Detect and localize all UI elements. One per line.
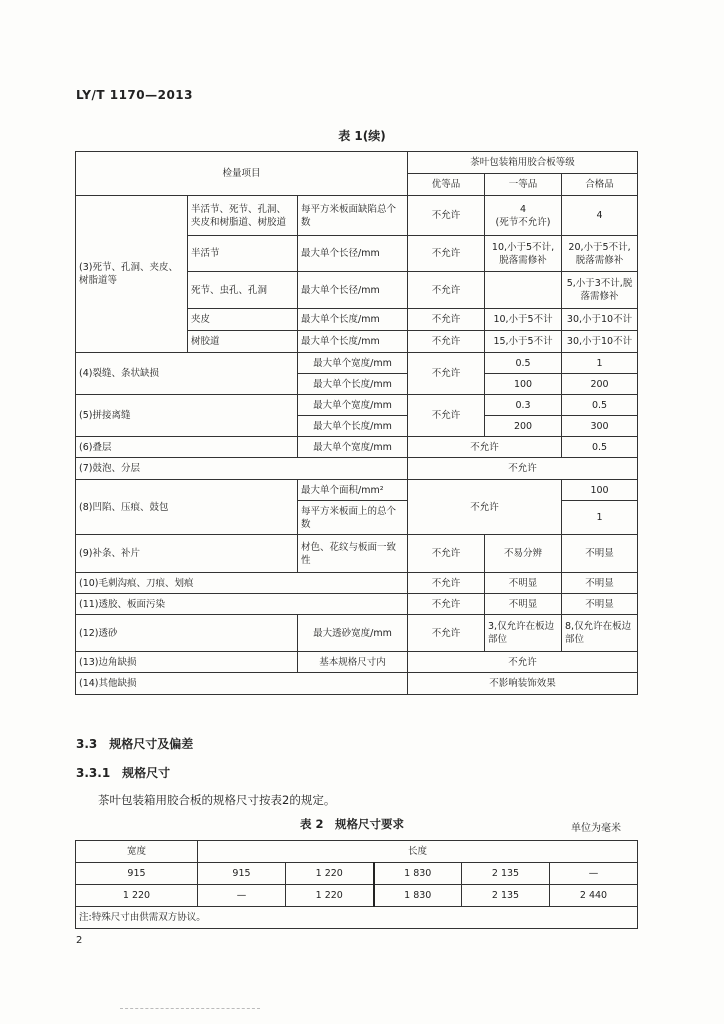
table2-cell: 2 440	[550, 885, 638, 907]
row5-grade2-a: 0.3	[485, 395, 562, 416]
header-grade-group: 茶叶包装箱用胶合板等级	[408, 152, 638, 174]
row4-grade3-b: 200	[562, 374, 638, 395]
row11-grade3: 不明显	[562, 594, 638, 615]
row9-measure: 材色、花纹与板面一致性	[298, 535, 408, 573]
standard-code: LY/T 1170—2013	[76, 88, 194, 102]
row11-grade2: 不明显	[485, 594, 562, 615]
row12-grade3: 8,仅允许在板边部位	[562, 615, 638, 652]
row6-grade12: 不允许	[408, 437, 562, 458]
row3-sub4-measure: 最大单个长度/mm	[298, 309, 408, 331]
table2-cell: —	[198, 885, 286, 907]
table2-cell: 2 135	[462, 885, 550, 907]
row8-grade3-b: 1	[562, 501, 638, 535]
row3-sub3-grade1: 不允许	[408, 272, 485, 309]
row3-sub4-name: 夹皮	[188, 309, 298, 331]
row11-grade1: 不允许	[408, 594, 485, 615]
row3-sub1-grade3: 4	[562, 196, 638, 236]
row3-sub5-grade1: 不允许	[408, 331, 485, 353]
row5-label: (5)拼接离缝	[76, 395, 298, 437]
row3-sub4-grade2: 10,小于5不计	[485, 309, 562, 331]
row5-grade3-a: 0.5	[562, 395, 638, 416]
row9-grade3: 不明显	[562, 535, 638, 573]
table1-caption: 表 1(续)	[338, 129, 386, 143]
row4-label: (4)裂缝、条状缺损	[76, 353, 298, 395]
header-grade-3: 合格品	[562, 174, 638, 196]
row3-sub2-grade1: 不允许	[408, 236, 485, 272]
table2-unit: 单位为毫米	[571, 823, 621, 834]
row6-label: (6)叠层	[76, 437, 298, 458]
header-grade-1: 优等品	[408, 174, 485, 196]
row8-label: (8)凹陷、压痕、鼓包	[76, 480, 298, 535]
row4-grade3-a: 1	[562, 353, 638, 374]
row12-measure: 最大透砂宽度/mm	[298, 615, 408, 652]
row13-measure: 基本规格尺寸内	[298, 652, 408, 673]
table2-cell: 1 220	[76, 885, 198, 907]
section-3-3-1-title: 3.3.1 规格尺寸	[76, 766, 171, 780]
row4-grade1: 不允许	[408, 353, 485, 395]
section-3-3-title: 3.3 规格尺寸及偏差	[76, 737, 194, 751]
row8-grade3-a: 100	[562, 480, 638, 501]
row3-sub1-grade2-value: 4	[519, 203, 527, 215]
row9-grade2: 不易分辨	[485, 535, 562, 573]
row3-sub5-grade2: 15,小于5不计	[485, 331, 562, 353]
row8-grade12: 不允许	[408, 480, 562, 535]
row3-sub3-name: 死节、虫孔、孔洞	[188, 272, 298, 309]
table2-cell: 2 135	[462, 863, 550, 885]
table-row	[76, 885, 638, 907]
row13-label: (13)边角缺损	[76, 652, 298, 673]
row8-measure-1: 最大单个面积/mm²	[298, 480, 408, 501]
row5-measure-2: 最大单个长度/mm	[298, 416, 408, 437]
row3-sub4-grade3: 30,小于10不计	[562, 309, 638, 331]
row9-grade1: 不允许	[408, 535, 485, 573]
row11-label: (11)透胶、板面污染	[76, 594, 408, 615]
row4-grade2-b: 100	[485, 374, 562, 395]
table2-cell: 1 830	[374, 885, 462, 907]
row3-sub1-grade2	[485, 196, 562, 236]
row3-sub1-grade1: 不允许	[408, 196, 485, 236]
row14-grade123: 不影响装饰效果	[408, 673, 638, 695]
table2-cell: 1 220	[286, 885, 374, 907]
table1	[75, 151, 638, 695]
bottom-divider	[120, 1008, 260, 1009]
table2-header-width: 宽度	[76, 841, 198, 863]
row10-grade3: 不明显	[562, 573, 638, 594]
row3-sub5-name: 树胶道	[188, 331, 298, 353]
row3-sub2-name: 半活节	[188, 236, 298, 272]
row5-measure-1: 最大单个宽度/mm	[298, 395, 408, 416]
header-item: 检量项目	[76, 152, 408, 196]
row13-grade123: 不允许	[408, 652, 638, 673]
row4-grade2-a: 0.5	[485, 353, 562, 374]
row4-measure-1: 最大单个宽度/mm	[298, 353, 408, 374]
table2-cell: —	[550, 863, 638, 885]
header-grade-2: 一等品	[485, 174, 562, 196]
table2	[75, 840, 638, 929]
row7-label: (7)鼓泡、分层	[76, 458, 408, 480]
page-number: 2	[76, 935, 83, 946]
section-3-3-1-text: 茶叶包装箱用胶合板的规格尺寸按表2的规定。	[98, 793, 336, 807]
row3-sub5-measure: 最大单个长度/mm	[298, 331, 408, 353]
row3-sub2-grade3: 20,小于5不计,脱落需修补	[562, 236, 638, 272]
row3-sub3-grade2	[485, 272, 562, 309]
row3-sub3-measure: 最大单个长径/mm	[298, 272, 408, 309]
row3-sub2-grade2: 10,小于5不计,脱落需修补	[485, 236, 562, 272]
row3-sub1-name: 半活节、死节、孔洞、夹皮和树脂道、树胶道	[188, 196, 298, 236]
row3-sub5-grade3: 30,小于10不计	[562, 331, 638, 353]
table2-cell: 915	[198, 863, 286, 885]
row3-sub2-measure: 最大单个长径/mm	[298, 236, 408, 272]
row3-sub3-grade3: 5,小于3不计,脱落需修补	[562, 272, 638, 309]
table2-caption: 表 2 规格尺寸要求	[300, 817, 405, 831]
row12-grade2: 3,仅允许在板边部位	[485, 615, 562, 652]
table2-cell: 915	[76, 863, 198, 885]
table2-cell: 1 220	[286, 863, 374, 885]
row6-grade3: 0.5	[562, 437, 638, 458]
table2-header-length: 长度	[198, 841, 638, 863]
row5-grade2-b: 200	[485, 416, 562, 437]
row3-label: (3)死节、孔洞、夹皮、树脂道等	[76, 196, 188, 353]
row14-label: (14)其他缺损	[76, 673, 408, 695]
row6-measure: 最大单个宽度/mm	[298, 437, 408, 458]
row3-sub1-grade2-note: (死节不允许)	[495, 216, 551, 228]
row8-measure-2: 每平方米板面上的总个数	[298, 501, 408, 535]
table2-note: 注:特殊尺寸由供需双方协议。	[76, 907, 638, 929]
row10-grade1: 不允许	[408, 573, 485, 594]
row12-grade1: 不允许	[408, 615, 485, 652]
row3-sub1-measure: 每平方米板面缺陷总个数	[298, 196, 408, 236]
row4-measure-2: 最大单个长度/mm	[298, 374, 408, 395]
row9-label: (9)补条、补片	[76, 535, 298, 573]
table-row	[76, 863, 638, 885]
row3-sub4-grade1: 不允许	[408, 309, 485, 331]
row10-label: (10)毛刺沟痕、刀痕、划痕	[76, 573, 408, 594]
row5-grade3-b: 300	[562, 416, 638, 437]
row7-grade123: 不允许	[408, 458, 638, 480]
row10-grade2: 不明显	[485, 573, 562, 594]
table2-cell: 1 830	[374, 863, 462, 885]
row12-label: (12)透砂	[76, 615, 298, 652]
row5-grade1: 不允许	[408, 395, 485, 437]
